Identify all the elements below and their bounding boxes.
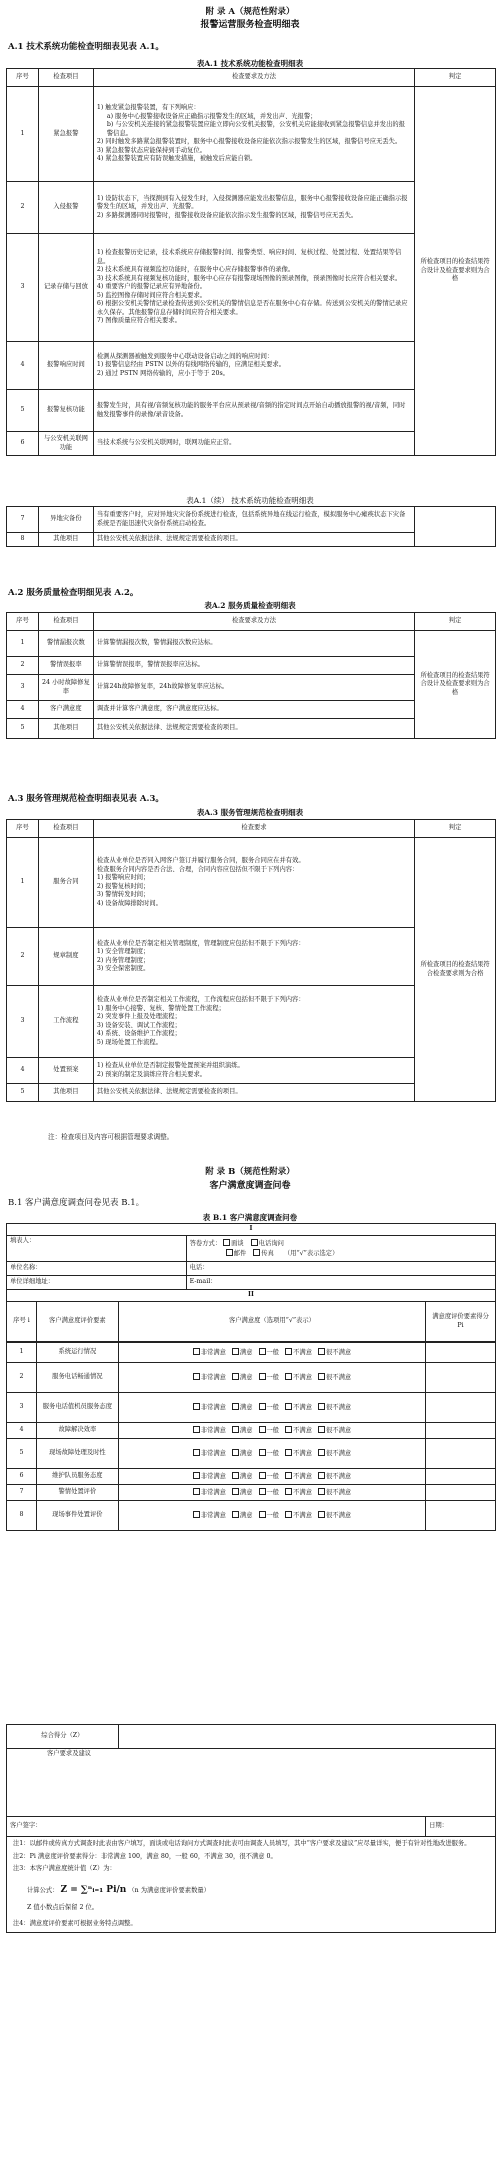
table-header: 序号: [7, 69, 39, 87]
option-label: 一般: [266, 1472, 280, 1480]
option-label: 很不满意: [325, 1488, 352, 1496]
satisfaction-options: [118, 1423, 425, 1439]
option-label: 非常满意: [200, 1373, 226, 1381]
score-cell[interactable]: [426, 1439, 496, 1469]
table-row: 4 客户满意度 调查并计算客户满意度，客户满意度应达标。: [7, 701, 496, 719]
option-label: 满意: [239, 1472, 253, 1480]
option-label: 非常满意: [200, 1348, 226, 1356]
checkbox[interactable]: [259, 1472, 266, 1479]
section-a3-heading: A.3 服务管理规范检查明细表见表 A.3。: [8, 794, 164, 804]
note-a: 注：检查项目及内容可根据管理要求调整。: [48, 1133, 174, 1141]
checkbox[interactable]: [223, 1239, 230, 1246]
checkbox[interactable]: [232, 1472, 239, 1479]
date-field[interactable]: 日期：: [426, 1817, 496, 1837]
checkbox[interactable]: [251, 1239, 258, 1246]
table-row: 3 24 小时故障修复率 计算24h故障修复率，24h故障修复率应达标。: [7, 675, 496, 701]
table-row: 3 工作流程 检查从业单位是否制定相关工作流程，工作流程应包括但不限于下列内容： 1) 服务中心接警、复核、警情处置工作流程； 2) 突发事件上报及处理流程； 3) 设备安装、调试工作流程； 4) 系统、设备维护工作流程； 5) 现场处置工作流程。: [7, 986, 496, 1058]
satisfaction-options: [118, 1363, 425, 1393]
score-field[interactable]: [118, 1725, 495, 1749]
option-label: 不满意: [293, 1472, 312, 1480]
option-label: 满意: [239, 1348, 253, 1356]
table-row: 8 其他项目 其他公安机关依据法律、法规规定需要检查的项目。: [7, 533, 496, 547]
appendix-b-subtitle: 客户满意度调查问卷: [209, 1181, 291, 1191]
table-a2-caption: 表A.2 服务质量检查明细表: [204, 601, 296, 610]
option-label: 不满意: [293, 1426, 312, 1434]
section-a1-heading: A.1 技术系统功能检查明细表见表 A.1。: [8, 42, 164, 52]
score-cell[interactable]: [426, 1363, 496, 1393]
table-header: 判定: [415, 69, 496, 87]
table-a3: 序号 检查项目 检查要求 判定 1 服务合同 检查从业单位是否同入网客户签订并履行服务合同，服务合同应在并有效。 检查服务合同内容是否合法、合理，合同内容应包括但不限于下列内容： 1) 报警响应时间； 2) 报警复核时间； 3) 警情转发时间； 4) 设备故障排除时间。 所检查项目的检查结果符合检查要求则为合格 2 规章制度 检查从业单位是否制定相关管理制度，管理制度应包括但不限于下列内容： 1) 安全管理制度； 2) 内务管理制度； 3) 安全保密制度。 3 工作流程 检查从业单位是否制定相关工作流程，工作流程应包括但不限于下列内容： 1) 服务中心接警、复核、警情处置工作流程； 2) 突发事件上报及处理流程； 3) 设备安装、调试工作流程； 4) 系统、设备维护工作流程； 5) 现场处置工作流程。 4 处置预案 1) 检查从业单位是否制定报警处置预案并组织演练。 2) 预案的制定及演练应符合相关要求。 5 其他项目 其他公安机关依据法律、法规规定需要检查的项目。: [6, 819, 496, 1102]
table-row: 5 其他项目 其他公安机关依据法律、法规规定需要检查的项目。: [7, 1084, 496, 1102]
checkbox[interactable]: [259, 1348, 266, 1355]
checkbox[interactable]: [232, 1511, 239, 1518]
option-label: 不满意: [293, 1403, 312, 1411]
table-b1: I 填表人： 答卷方式： 面谈 电话询问 邮件 传真 （用“√”表示选定） 单位名称： 电话： 单位详细地址： E-mail： II 序号 i 客户满意度评价要素 客户满意度（选项用“√”表示） 满意度评价要素得分 Pi: [6, 1223, 496, 1342]
appendix-a-subtitle: 报警运营服务检查明细表: [200, 20, 300, 30]
table-row: 5 现场故障处理及时性 非常满意 满意 一般 不满意 很不满意: [7, 1439, 496, 1469]
table-row: 5 其他项目 其他公安机关依据法律、法规规定需要检查的项目。: [7, 719, 496, 739]
option-label: 非常满意: [200, 1449, 226, 1457]
option-label: 不满意: [293, 1449, 312, 1457]
section-a2-heading: A.2 服务质量检查明细见表 A.2。: [8, 588, 139, 598]
satisfaction-options: [118, 1469, 425, 1485]
option-label: 满意: [239, 1426, 253, 1434]
option-label: 满意: [239, 1403, 253, 1411]
checkbox[interactable]: [259, 1403, 266, 1410]
checkbox[interactable]: [285, 1472, 292, 1479]
checkbox[interactable]: [193, 1348, 200, 1355]
table-row: 6 维护队员服务态度 非常满意 满意 一般 不满意 很不满意: [7, 1469, 496, 1485]
option-label: 满意: [239, 1373, 253, 1381]
appendix-a-title: 附 录 A（规范性附录）: [205, 7, 295, 17]
checkbox[interactable]: [232, 1403, 239, 1410]
satisfaction-options: [118, 1485, 425, 1501]
option-label: 满意: [239, 1449, 253, 1457]
table-row: 7 异地灾备份 当有重要客户时，应对异地灾灾备份系统进行检查，包括系统异地在线运行检查，模拟服务中心瘫痪状态下灾备系统是否能迅速代灾备份系统启动检查。: [7, 507, 496, 533]
table-row: 2 服务电话畅通情况 非常满意 满意 一般 不满意 很不满意: [7, 1363, 496, 1393]
checkbox[interactable]: [318, 1373, 325, 1380]
option-label: 非常满意: [200, 1488, 226, 1496]
option-label: 非常满意: [200, 1511, 226, 1519]
score-cell[interactable]: [426, 1485, 496, 1501]
checkbox[interactable]: [318, 1426, 325, 1433]
checkbox[interactable]: [285, 1449, 292, 1456]
score-cell[interactable]: [426, 1343, 496, 1363]
table-b1-footer: 综合得分（Z） 客户要求及建议 客户签字： 日期： 注1：以邮件或传真方式调查时此表由客户填写，面谈或电话询问方式调查时此表可由调查人员填写，其中“客户要求及建议”应尽量详实，便于有针对性地改进服务。 注2：Pi 满意度评价要素得分：非常满意 100，满意 80，一般 60，不满意 30，很不满意 0。 注3：本客户满意度统计值（Z）为： 计算公式： Z = ∑ⁿᵢ₌₁ Pi/n （n 为满意度评价要素数量） Z 值小数点后保留 2 位。 注4：满意度评价要素可根据业务特点调整。: [6, 1724, 496, 1933]
checkbox[interactable]: [318, 1488, 325, 1495]
checkbox[interactable]: [193, 1426, 200, 1433]
section-b1-heading: B.1 客户满意度调查问卷见表 B.1。: [8, 1198, 145, 1208]
checkbox[interactable]: [259, 1511, 266, 1518]
option-label: 不满意: [293, 1511, 312, 1519]
checkbox[interactable]: [193, 1373, 200, 1380]
table-row: 4 报警响应时间 检测从探测器被触发到服务中心联动设备启动之间的响应时间： 1) 报警信息经由 PSTN 以外的有线网络传输的，应满足相关要求。 2) 通过 PSTN 网络传输的，应小于等于 20s。: [7, 342, 496, 390]
checkbox[interactable]: [285, 1488, 292, 1495]
filler-field[interactable]: 填表人：: [7, 1236, 187, 1262]
table-row: 2 入侵报警 1) 设防状态下，当探测到有入侵发生时，入侵探测器应能发出报警信息，服务中心报警接收设备应能正确指示报警发生的区域，并发出声、光报警。 2) 多路探测器同时报警时，报警接收设备应能依次指示发生报警的区域，报警信号应无丢失。: [7, 182, 496, 234]
table-row: 4 故障解决效率 非常满意 满意 一般 不满意 很不满意: [7, 1423, 496, 1439]
option-label: 一般: [266, 1403, 280, 1411]
table-row: 1 系统运行情况 非常满意 满意 一般 不满意 很不满意: [7, 1343, 496, 1363]
table-a1-caption: 表A.1 技术系统功能检查明细表: [196, 59, 304, 68]
table-a1: [6, 68, 496, 456]
appendix-b-title: 附 录 B（规范性附录）: [205, 1167, 295, 1177]
score-cell[interactable]: [426, 1501, 496, 1531]
checkbox[interactable]: [253, 1249, 260, 1256]
table-a3-caption: 表A.3 服务管理规范检查明细表: [196, 808, 304, 817]
option-label: 一般: [266, 1488, 280, 1496]
checkbox[interactable]: [259, 1373, 266, 1380]
option-label: 非常满意: [200, 1426, 226, 1434]
checkbox[interactable]: [318, 1348, 325, 1355]
option-label: 不满意: [293, 1373, 312, 1381]
address-field[interactable]: 单位详细地址：: [7, 1276, 187, 1290]
option-label: 很不满意: [325, 1403, 352, 1411]
unit-field[interactable]: 单位名称：: [7, 1262, 187, 1276]
phone-field[interactable]: 电话：: [186, 1262, 495, 1276]
advice-field[interactable]: 客户要求及建议: [7, 1749, 496, 1817]
checkbox[interactable]: [285, 1511, 292, 1518]
table-row: 3 记录存储与回放 1) 检查报警历史记录，技术系统应存储报警时间、报警类型、响应时间、复核过程、处置过程、处置结果等信息。 2) 技术系统具有视频监控功能时，在服务中心应存储报警事件的录像。 3) 技术系统具有视频复核功能时，服务中心应存有报警现场图像的预录图像，预录图像时长应符合相关要求。 4) 重要客户的报警记录应有异地备份。 5) 监控图像存储时间应符合相关要求。 6) 根据公安机关警情记录检查传送到公安机关的警情信息是否在服务中心有存储。传送到公安机关的警情记录应永久保存。其他报警信息存储时间应符合相关要求。 7) 图像质量应符合相关要求。: [7, 234, 496, 342]
checkbox[interactable]: [285, 1373, 292, 1380]
checkbox[interactable]: [193, 1472, 200, 1479]
table-row: 6 与公安机关联网功能 当技术系统与公安机关联网时，联网功能应正常。: [7, 432, 496, 456]
satisfaction-options: [118, 1393, 425, 1423]
option-label: 不满意: [293, 1488, 312, 1496]
option-label: 一般: [266, 1449, 280, 1457]
option-label: 满意: [239, 1511, 253, 1519]
option-label: 很不满意: [325, 1511, 352, 1519]
table-a1-cont: [6, 506, 496, 547]
verdict-cell: 所检查项目的检查结果符合设计及检查要求则为合格: [415, 87, 496, 456]
option-label: 一般: [266, 1373, 280, 1381]
email-field[interactable]: E-mail：: [186, 1276, 495, 1290]
notes-cell: 注1：以邮件或传真方式调查时此表由客户填写，面谈或电话询问方式调查时此表可由调查人员填写，其中“客户要求及建议”应尽量详实，便于有针对性地改进服务。 注2：Pi 满意度评价要素得分：非常满意 100，满意 80，一般 60，不满意 30，很不满意 0。 注3：本客户满意度统计值（Z）为： 计算公式： Z = ∑ⁿᵢ₌₁ Pi/n （n 为满意度评价要素数量） Z 值小数点后保留 2 位。 注4：满意度评价要素可根据业务特点调整。: [7, 1837, 496, 1933]
checkbox[interactable]: [318, 1511, 325, 1518]
checkbox[interactable]: [259, 1488, 266, 1495]
option-label: 一般: [266, 1348, 280, 1356]
table-b1-caption: 表 B.1 客户满意度调查问卷: [202, 1213, 298, 1222]
checkbox[interactable]: [193, 1449, 200, 1456]
checkbox[interactable]: [259, 1426, 266, 1433]
score-cell[interactable]: [426, 1469, 496, 1485]
checkbox[interactable]: [232, 1373, 239, 1380]
option-label: 很不满意: [325, 1426, 352, 1434]
checkbox[interactable]: [318, 1472, 325, 1479]
checkbox[interactable]: [193, 1488, 200, 1495]
sign-field[interactable]: 客户签字：: [7, 1817, 426, 1837]
score-cell[interactable]: [426, 1423, 496, 1439]
satisfaction-options: [118, 1501, 425, 1531]
table-row: 8 现场事件处置评价 非常满意 满意 一般 不满意 很不满意: [7, 1501, 496, 1531]
option-label: 很不满意: [325, 1449, 352, 1457]
checkbox[interactable]: [232, 1348, 239, 1355]
option-label: 很不满意: [325, 1373, 352, 1381]
table-a1-cont-caption: 表A.1（续） 技术系统功能检查明细表: [186, 496, 314, 505]
table-row: 4 处置预案 1) 检查从业单位是否制定报警处置预案并组织演练。 2) 预案的制定及演练应符合相关要求。: [7, 1058, 496, 1084]
option-label: 非常满意: [200, 1403, 226, 1411]
checkbox[interactable]: [226, 1249, 233, 1256]
table-row: 7 警情处置评价 非常满意 满意 一般 不满意 很不满意: [7, 1485, 496, 1501]
checkbox[interactable]: [285, 1403, 292, 1410]
checkbox[interactable]: [285, 1426, 292, 1433]
option-label: 满意: [239, 1488, 253, 1496]
verdict-cell: 所检查项目的检查结果符合检查要求则为合格: [415, 838, 496, 1102]
checkbox[interactable]: [285, 1348, 292, 1355]
answer-method-field: 答卷方式： 面谈 电话询问 邮件 传真 （用“√”表示选定）: [186, 1236, 495, 1262]
table-row: 3 服务电话值机员服务态度 非常满意 满意 一般 不满意 很不满意: [7, 1393, 496, 1423]
checkbox[interactable]: [232, 1449, 239, 1456]
option-label: 非常满意: [200, 1472, 226, 1480]
checkbox[interactable]: [232, 1488, 239, 1495]
checkbox[interactable]: [232, 1426, 239, 1433]
option-label: 很不满意: [325, 1348, 352, 1356]
table-row: 1 警情漏报次数 计算警情漏报次数，警情漏报次数应达标。 所检查项目的检查结果符合设计及检查要求则为合格: [7, 631, 496, 657]
option-label: 一般: [266, 1426, 280, 1434]
option-label: 一般: [266, 1511, 280, 1519]
verdict-cell: 所检查项目的检查结果符合设计及检查要求则为合格: [415, 631, 496, 739]
table-row: 2 警情误报率 计算警情误报率，警情误报率应达标。: [7, 657, 496, 675]
option-label: 很不满意: [325, 1472, 352, 1480]
table-header: 检查项目: [38, 69, 93, 87]
checkbox[interactable]: [259, 1449, 266, 1456]
checkbox[interactable]: [318, 1449, 325, 1456]
checkbox[interactable]: [193, 1403, 200, 1410]
satisfaction-options: [118, 1343, 425, 1363]
checkbox[interactable]: [318, 1403, 325, 1410]
survey-rows: [6, 1342, 496, 1531]
option-label: 不满意: [293, 1348, 312, 1356]
table-row: 2 规章制度 检查从业单位是否制定相关管理制度，管理制度应包括但不限于下列内容： 1) 安全管理制度； 2) 内务管理制度； 3) 安全保密制度。: [7, 928, 496, 986]
checkbox[interactable]: [193, 1511, 200, 1518]
satisfaction-options: [118, 1439, 425, 1469]
table-row: 1 紧急报警 1) 触发紧急报警装置，有下列响应： a) 服务中心报警接收设备应正确指示报警发生的区域，并发出声、光报警； b) 与公安机关连接的紧急报警装置应能立即向公安机关报警，公安机关应能接收到紧急报警信息并发出的报警信息。 2) 同时触发多路紧急报警装置时，服务中心报警接收设备应能依次指示报警发生的区域，报警信号应无丢失。 3) 紧急报警状态应能保持到手动复位。 4) 紧急报警装置应有防误触发措施，被触发后应能自锁。 所检查项目的检查结果符合设计及检查要求则为合格: [7, 87, 496, 182]
table-a2: 序号 检查项目 检查要求及方法 判定 1 警情漏报次数 计算警情漏报次数，警情漏报次数应达标。 所检查项目的检查结果符合设计及检查要求则为合格 2 警情误报率 计算警情误报率，警情误报率应达标。 3 24 小时故障修复率 计算24h故障修复率，24h故障修复率应达标。 4 客户满意度 调查并计算客户满意度，客户满意度应达标。 5 其他项目 其他公安机关依据法律、法规规定需要检查的项目。: [6, 612, 496, 739]
table-header: 检查要求及方法: [93, 69, 414, 87]
score-cell[interactable]: [426, 1393, 496, 1423]
table-row: 5 报警复核功能 报警发生时，具有视/音频复核功能的服务平台应从预录视/音频的指定时间点开始自动播放报警的视/音频，同时触发报警事件的录像/录音设备。: [7, 390, 496, 432]
table-row: 1 服务合同 检查从业单位是否同入网客户签订并履行服务合同，服务合同应在并有效。 检查服务合同内容是否合法、合理，合同内容应包括但不限于下列内容： 1) 报警响应时间； 2) 报警复核时间； 3) 警情转发时间； 4) 设备故障排除时间。 所检查项目的检查结果符合检查要求则为合格: [7, 838, 496, 928]
